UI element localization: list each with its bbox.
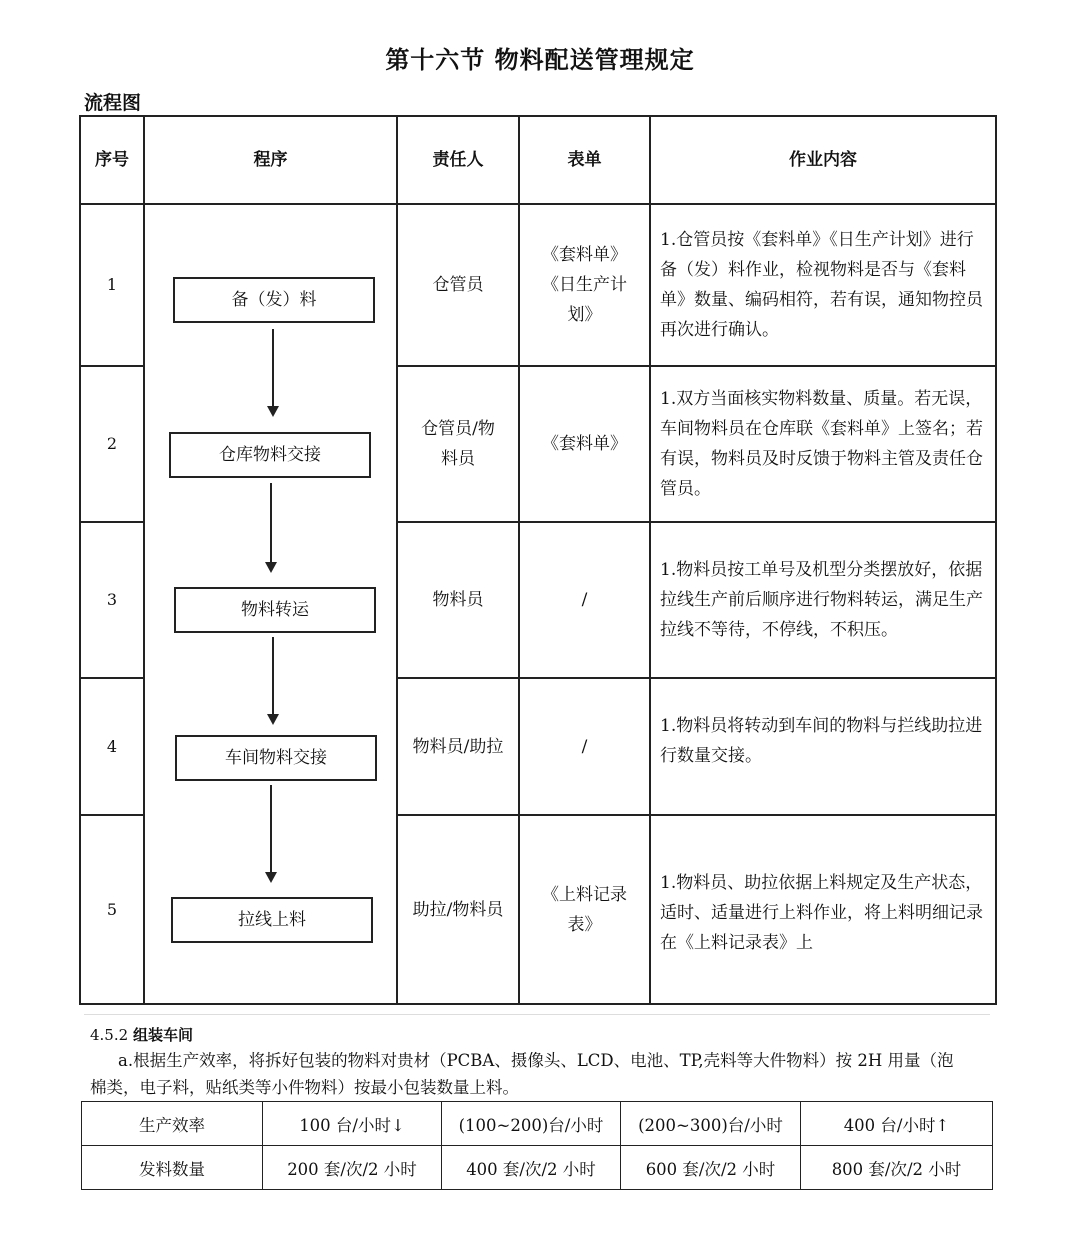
row-seq: 1 <box>80 204 144 366</box>
header-form: 表单 <box>519 116 650 204</box>
flow-step-box: 物料转运 <box>174 587 376 633</box>
section-number: 4.5.2 <box>90 1026 129 1044</box>
table-cell: 生产效率 <box>82 1102 263 1146</box>
row-seq: 4 <box>80 678 144 815</box>
page-title: 第十六节 物料配送管理规定 <box>385 46 695 74</box>
row-content: 1.双方当面核实物料数量、质量。若无误，车间物料员在仓库联《套料单》上签名；若有误，物料员及时反馈于物料主管及责任仓管员。 <box>650 366 996 522</box>
header-seq: 序号 <box>80 116 144 204</box>
section-name: 组装车间 <box>132 1026 193 1044</box>
efficiency-table <box>81 1101 993 1190</box>
section-paragraph: a.根据生产效率，将拆好包装的物料对贵材（PCBA、摄像头、LCD、电池、TP,壳料等大件物料）按 2H 用量（泡棉类，电子料，贴纸类等小件物料）按最小包装数量上料。 <box>90 1051 954 1097</box>
row-content: 1.物料员按工单号及机型分类摆放好，依据拉线生产前后顺序进行物料转运，满足生产拉线不等待，不停线，不积压。 <box>650 522 996 678</box>
table-cell: 800 套/次/2 小时 <box>801 1146 993 1190</box>
header-content: 作业内容 <box>650 116 996 204</box>
flow-arrow-line <box>272 329 274 407</box>
arrow-down-icon <box>265 562 277 573</box>
table-cell: 400 套/次/2 小时 <box>442 1146 621 1190</box>
table-cell: (100~200)台/小时 <box>442 1102 621 1146</box>
flow-step-box: 仓库物料交接 <box>169 432 371 478</box>
flow-step-box: 拉线上料 <box>171 897 373 943</box>
row-seq: 5 <box>80 815 144 1004</box>
table-row <box>80 204 996 366</box>
section-heading <box>90 1024 193 1045</box>
row-form: 《套料单》《日生产计划》 <box>519 204 650 366</box>
table-cell: 200 套/次/2 小时 <box>263 1146 442 1190</box>
arrow-down-icon <box>267 406 279 417</box>
table-row <box>82 1146 993 1190</box>
flow-arrow-line <box>270 483 272 563</box>
flow-arrow-line <box>272 637 274 715</box>
row-owner: 物料员 <box>397 522 519 678</box>
table-cell: 600 套/次/2 小时 <box>621 1146 801 1190</box>
flowchart-heading: 流程图 <box>84 92 142 114</box>
header-owner: 责任人 <box>397 116 519 204</box>
table-cell: 100 台/小时↓ <box>263 1102 442 1146</box>
table-cell: 发料数量 <box>82 1146 263 1190</box>
row-owner: 仓管员/物料员 <box>397 366 519 522</box>
row-content: 1.物料员将转动到车间的物料与拦线助拉进行数量交接。 <box>650 678 996 815</box>
row-seq: 2 <box>80 366 144 522</box>
table-cell: (200~300)台/小时 <box>621 1102 801 1146</box>
row-form: 《上料记录表》 <box>519 815 650 1004</box>
row-owner: 物料员/助拉 <box>397 678 519 815</box>
flow-table <box>79 115 997 1005</box>
header-procedure: 程序 <box>144 116 397 204</box>
flow-step-box: 备（发）料 <box>173 277 375 323</box>
row-seq: 3 <box>80 522 144 678</box>
table-row <box>82 1102 993 1146</box>
row-owner: 助拉/物料员 <box>397 815 519 1004</box>
row-content: 1.物料员、助拉依据上料规定及生产状态，适时、适量进行上料作业，将上料明细记录在《上料记录表》上 <box>650 815 996 1004</box>
row-content: 1.仓管员按《套料单》《日生产计划》进行备（发）料作业，检视物料是否与《套料单》数量、编码相符，若有误，通知物控员再次进行确认。 <box>650 204 996 366</box>
table-cell: 400 台/小时↑ <box>801 1102 993 1146</box>
flow-step-box: 车间物料交接 <box>175 735 377 781</box>
arrow-down-icon <box>267 714 279 725</box>
flow-arrow-line <box>270 785 272 873</box>
row-form: / <box>519 678 650 815</box>
row-owner: 仓管员 <box>397 204 519 366</box>
flow-table-header <box>80 116 996 204</box>
section-divider <box>84 1014 990 1015</box>
flowchart-cell <box>144 204 397 1004</box>
arrow-down-icon <box>265 872 277 883</box>
row-form: 《套料单》 <box>519 366 650 522</box>
row-form: / <box>519 522 650 678</box>
